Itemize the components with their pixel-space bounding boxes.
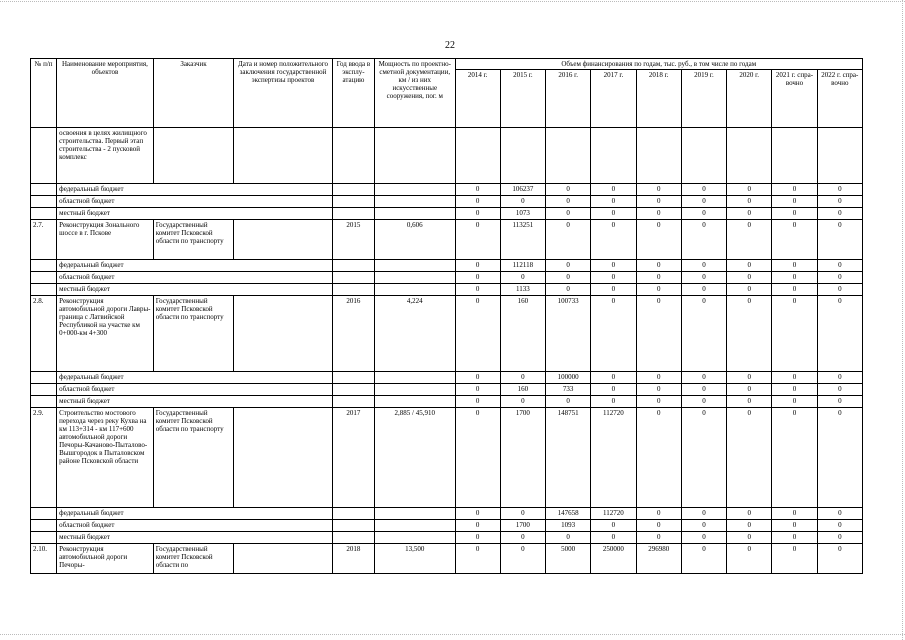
- amount-cell: 160: [500, 384, 545, 396]
- header-no: № п/п: [31, 59, 57, 128]
- amount-cell: 0: [636, 220, 681, 260]
- header-capacity: Мощность по проектно-сметной документации, км / из них искусственные сооружения, пог. м: [375, 59, 455, 128]
- amount-cell: 148751: [546, 408, 591, 508]
- header-year-2018: 2018 г.: [636, 70, 681, 128]
- header-customer: Заказчик: [153, 59, 233, 128]
- commission-year: [332, 372, 374, 384]
- row-number: [31, 532, 57, 544]
- amount-cell: 0: [546, 220, 591, 260]
- object-name: Реконструкция Зонального шоссе в г. Пскове: [57, 220, 154, 260]
- capacity-cell: 4,224: [375, 296, 455, 372]
- budget-label: местный бюджет: [57, 284, 333, 296]
- amount-cell: 0: [772, 384, 817, 396]
- amount-cell: [772, 128, 817, 184]
- capacity-cell: [375, 196, 455, 208]
- amount-cell: 0: [500, 532, 545, 544]
- amount-cell: 0: [455, 184, 500, 196]
- amount-cell: 0: [591, 184, 636, 196]
- commission-year: [332, 284, 374, 296]
- capacity-cell: [375, 532, 455, 544]
- capacity-cell: [375, 396, 455, 408]
- amount-cell: 0: [727, 408, 772, 508]
- amount-cell: [500, 128, 545, 184]
- amount-cell: 100000: [546, 372, 591, 384]
- table-row: [31, 260, 863, 272]
- header-year-2019: 2019 г.: [681, 70, 726, 128]
- commission-year: [332, 520, 374, 532]
- amount-cell: 0: [591, 384, 636, 396]
- page-bottom-edge: [0, 634, 905, 635]
- amount-cell: 0: [772, 196, 817, 208]
- amount-cell: 0: [772, 520, 817, 532]
- commission-year: 2015: [332, 220, 374, 260]
- capacity-cell: [375, 208, 455, 220]
- amount-cell: 0: [636, 384, 681, 396]
- amount-cell: 0: [727, 384, 772, 396]
- row-number: [31, 128, 57, 184]
- amount-cell: 0: [681, 532, 726, 544]
- amount-cell: 0: [681, 184, 726, 196]
- amount-cell: 0: [727, 184, 772, 196]
- financing-table: [30, 58, 863, 574]
- amount-cell: 0: [591, 396, 636, 408]
- amount-cell: 0: [681, 408, 726, 508]
- row-number: [31, 272, 57, 284]
- amount-cell: 0: [681, 508, 726, 520]
- table-row: [31, 508, 863, 520]
- amount-cell: 0: [591, 208, 636, 220]
- amount-cell: 0: [591, 260, 636, 272]
- amount-cell: 0: [727, 396, 772, 408]
- table-row: [31, 196, 863, 208]
- amount-cell: 0: [772, 284, 817, 296]
- expertise-cell: [234, 544, 333, 574]
- capacity-cell: 13,500: [375, 544, 455, 574]
- amount-cell: 0: [591, 284, 636, 296]
- amount-cell: 0: [591, 296, 636, 372]
- amount-cell: 0: [772, 208, 817, 220]
- expertise-cell: [234, 128, 333, 184]
- amount-cell: 0: [727, 508, 772, 520]
- budget-label: местный бюджет: [57, 396, 333, 408]
- amount-cell: 0: [727, 284, 772, 296]
- amount-cell: 0: [636, 184, 681, 196]
- row-number: [31, 396, 57, 408]
- amount-cell: 0: [455, 296, 500, 372]
- amount-cell: 0: [500, 396, 545, 408]
- table-body: [31, 128, 863, 574]
- budget-label: федеральный бюджет: [57, 260, 333, 272]
- table-row: [31, 272, 863, 284]
- amount-cell: 0: [817, 544, 862, 574]
- amount-cell: 0: [817, 372, 862, 384]
- table-row: [31, 372, 863, 384]
- amount-cell: 0: [727, 260, 772, 272]
- amount-cell: 0: [817, 184, 862, 196]
- amount-cell: 113251: [500, 220, 545, 260]
- amount-cell: 0: [727, 208, 772, 220]
- amount-cell: 250000: [591, 544, 636, 574]
- row-number: [31, 508, 57, 520]
- commission-year: [332, 384, 374, 396]
- amount-cell: 0: [727, 532, 772, 544]
- object-name: Строительство мостового перехода через реку Кухва на км 113+314 - км 117+600 автомобильной дороги Печоры-Качаново-Пыталово-Вышгородок в Пыталовском районе Псковской области: [57, 408, 154, 508]
- amount-cell: 0: [591, 196, 636, 208]
- amount-cell: [455, 128, 500, 184]
- row-number: [31, 184, 57, 196]
- amount-cell: 0: [681, 284, 726, 296]
- amount-cell: 0: [500, 272, 545, 284]
- amount-cell: 0: [636, 260, 681, 272]
- table-row: [31, 128, 863, 184]
- budget-label: областной бюджет: [57, 384, 333, 396]
- header-name: Наименование мероприятия, объектов: [57, 59, 154, 128]
- amount-cell: 1093: [546, 520, 591, 532]
- commission-year: [332, 128, 374, 184]
- amount-cell: 0: [500, 196, 545, 208]
- commission-year: [332, 532, 374, 544]
- amount-cell: 1700: [500, 520, 545, 532]
- amount-cell: 0: [455, 544, 500, 574]
- page-number: 22: [445, 40, 455, 51]
- amount-cell: 112118: [500, 260, 545, 272]
- amount-cell: 0: [681, 260, 726, 272]
- row-number: 2.9.: [31, 408, 57, 508]
- amount-cell: 106237: [500, 184, 545, 196]
- amount-cell: 0: [727, 196, 772, 208]
- amount-cell: 0: [455, 408, 500, 508]
- amount-cell: 0: [817, 520, 862, 532]
- capacity-cell: [375, 520, 455, 532]
- amount-cell: 100733: [546, 296, 591, 372]
- commission-year: [332, 260, 374, 272]
- row-number: 2.7.: [31, 220, 57, 260]
- amount-cell: 0: [772, 532, 817, 544]
- header-year: Год ввода в эксплу-атацию: [332, 59, 374, 128]
- amount-cell: 0: [636, 532, 681, 544]
- amount-cell: 0: [772, 184, 817, 196]
- amount-cell: 0: [455, 372, 500, 384]
- budget-label: областной бюджет: [57, 520, 333, 532]
- row-number: [31, 284, 57, 296]
- header-financing: Объем финансирования по годам, тыс. руб., в том числе по годам: [455, 59, 863, 70]
- amount-cell: 0: [727, 296, 772, 372]
- amount-cell: 0: [817, 220, 862, 260]
- row-number: 2.10.: [31, 544, 57, 574]
- amount-cell: 0: [455, 508, 500, 520]
- amount-cell: 0: [772, 508, 817, 520]
- amount-cell: 0: [772, 260, 817, 272]
- table-row: [31, 384, 863, 396]
- object-name: Реконструкция автомобильной дороги Лавры-граница с Латвийской Республикой на участке км 0+000-км 4+300: [57, 296, 154, 372]
- amount-cell: 0: [772, 396, 817, 408]
- amount-cell: 0: [681, 196, 726, 208]
- amount-cell: 0: [817, 208, 862, 220]
- amount-cell: 0: [817, 296, 862, 372]
- amount-cell: 0: [681, 220, 726, 260]
- table-row: [31, 532, 863, 544]
- amount-cell: 0: [591, 520, 636, 532]
- row-number: [31, 520, 57, 532]
- amount-cell: 0: [772, 408, 817, 508]
- amount-cell: 0: [546, 208, 591, 220]
- capacity-cell: [375, 284, 455, 296]
- expertise-cell: [234, 408, 333, 508]
- amount-cell: 0: [817, 508, 862, 520]
- amount-cell: 733: [546, 384, 591, 396]
- header-year-2015: 2015 г.: [500, 70, 545, 128]
- capacity-cell: 2,885 / 45,910: [375, 408, 455, 508]
- amount-cell: 0: [455, 532, 500, 544]
- table-header: [31, 59, 863, 128]
- amount-cell: [546, 128, 591, 184]
- amount-cell: [591, 128, 636, 184]
- amount-cell: 0: [772, 296, 817, 372]
- budget-label: местный бюджет: [57, 532, 333, 544]
- amount-cell: 112720: [591, 508, 636, 520]
- header-year-2021: 2021 г. спра-вочно: [772, 70, 817, 128]
- row-number: 2.8.: [31, 296, 57, 372]
- amount-cell: 0: [546, 284, 591, 296]
- capacity-cell: [375, 372, 455, 384]
- commission-year: [332, 208, 374, 220]
- amount-cell: 0: [636, 284, 681, 296]
- amount-cell: 0: [636, 520, 681, 532]
- amount-cell: 0: [772, 220, 817, 260]
- amount-cell: 0: [455, 208, 500, 220]
- table-row: [31, 284, 863, 296]
- amount-cell: 0: [500, 544, 545, 574]
- table-row: [31, 408, 863, 508]
- header-expertise: Дата и номер положительного заключения государственной экспертизы проектов: [234, 59, 333, 128]
- amount-cell: 0: [455, 520, 500, 532]
- budget-label: федеральный бюджет: [57, 508, 333, 520]
- amount-cell: 0: [455, 272, 500, 284]
- amount-cell: 0: [772, 272, 817, 284]
- amount-cell: 1700: [500, 408, 545, 508]
- header-year-2020: 2020 г.: [727, 70, 772, 128]
- amount-cell: 0: [546, 184, 591, 196]
- amount-cell: 147658: [546, 508, 591, 520]
- amount-cell: 0: [636, 196, 681, 208]
- amount-cell: 0: [636, 372, 681, 384]
- capacity-cell: [375, 184, 455, 196]
- amount-cell: 0: [817, 260, 862, 272]
- object-name: Реконструкция автомобильной дороги Печоры-: [57, 544, 154, 574]
- amount-cell: 0: [591, 372, 636, 384]
- budget-label: областной бюджет: [57, 272, 333, 284]
- capacity-cell: [375, 272, 455, 284]
- amount-cell: 0: [727, 272, 772, 284]
- amount-cell: 0: [636, 208, 681, 220]
- capacity-cell: [375, 384, 455, 396]
- amount-cell: 0: [681, 544, 726, 574]
- table-row: [31, 396, 863, 408]
- commission-year: 2017: [332, 408, 374, 508]
- amount-cell: 0: [727, 520, 772, 532]
- amount-cell: 1133: [500, 284, 545, 296]
- amount-cell: 0: [636, 272, 681, 284]
- amount-cell: 0: [817, 532, 862, 544]
- row-number: [31, 208, 57, 220]
- amount-cell: 0: [591, 220, 636, 260]
- amount-cell: 0: [681, 296, 726, 372]
- commission-year: [332, 184, 374, 196]
- amount-cell: 0: [455, 284, 500, 296]
- capacity-cell: [375, 260, 455, 272]
- capacity-cell: [375, 128, 455, 184]
- amount-cell: 0: [546, 260, 591, 272]
- table-row: [31, 520, 863, 532]
- amount-cell: 0: [681, 372, 726, 384]
- amount-cell: 0: [591, 532, 636, 544]
- budget-label: местный бюджет: [57, 208, 333, 220]
- amount-cell: 0: [455, 384, 500, 396]
- capacity-cell: [375, 508, 455, 520]
- header-year-2017: 2017 г.: [591, 70, 636, 128]
- amount-cell: 0: [546, 272, 591, 284]
- amount-cell: 0: [681, 384, 726, 396]
- amount-cell: 0: [455, 396, 500, 408]
- commission-year: 2018: [332, 544, 374, 574]
- table-row: [31, 544, 863, 574]
- amount-cell: 0: [636, 396, 681, 408]
- amount-cell: 5000: [546, 544, 591, 574]
- amount-cell: 0: [681, 396, 726, 408]
- amount-cell: 0: [817, 196, 862, 208]
- amount-cell: 0: [636, 408, 681, 508]
- amount-cell: 0: [681, 520, 726, 532]
- amount-cell: 0: [681, 208, 726, 220]
- header-year-2016: 2016 г.: [546, 70, 591, 128]
- amount-cell: 0: [772, 372, 817, 384]
- amount-cell: 0: [727, 372, 772, 384]
- amount-cell: 0: [817, 384, 862, 396]
- expertise-cell: [234, 220, 333, 260]
- customer-cell: Государственный комитет Псковской области по транспорту: [153, 408, 233, 508]
- amount-cell: 0: [636, 508, 681, 520]
- commission-year: 2016: [332, 296, 374, 372]
- amount-cell: 0: [817, 408, 862, 508]
- table-row: [31, 208, 863, 220]
- amount-cell: 1073: [500, 208, 545, 220]
- header-year-2022: 2022 г. спра-вочно: [817, 70, 862, 128]
- expertise-cell: [234, 296, 333, 372]
- row-number: [31, 196, 57, 208]
- customer-cell: Государственный комитет Псковской области по транспорту: [153, 296, 233, 372]
- amount-cell: 0: [546, 196, 591, 208]
- commission-year: [332, 396, 374, 408]
- row-number: [31, 260, 57, 272]
- amount-cell: [727, 128, 772, 184]
- amount-cell: 0: [500, 508, 545, 520]
- object-name: освоения в целях жилищного строительства. Первый этап строительства - 2 пусковой комплекс: [57, 128, 154, 184]
- budget-label: федеральный бюджет: [57, 184, 333, 196]
- row-number: [31, 384, 57, 396]
- customer-cell: Государственный комитет Псковской области по: [153, 544, 233, 574]
- commission-year: [332, 196, 374, 208]
- amount-cell: 0: [681, 272, 726, 284]
- amount-cell: 0: [772, 544, 817, 574]
- amount-cell: 0: [727, 220, 772, 260]
- amount-cell: 0: [591, 272, 636, 284]
- table-row: [31, 296, 863, 372]
- customer-cell: [153, 128, 233, 184]
- amount-cell: 296980: [636, 544, 681, 574]
- row-number: [31, 372, 57, 384]
- amount-cell: 0: [500, 372, 545, 384]
- customer-cell: Государственный комитет Псковской области по транспорту: [153, 220, 233, 260]
- amount-cell: 0: [817, 396, 862, 408]
- amount-cell: 160: [500, 296, 545, 372]
- table-row: [31, 220, 863, 260]
- capacity-cell: 0,606: [375, 220, 455, 260]
- amount-cell: [636, 128, 681, 184]
- amount-cell: 0: [546, 396, 591, 408]
- amount-cell: 0: [817, 284, 862, 296]
- commission-year: [332, 272, 374, 284]
- amount-cell: 0: [455, 196, 500, 208]
- amount-cell: 0: [636, 296, 681, 372]
- page-top-edge: [0, 1, 905, 2]
- amount-cell: 0: [455, 220, 500, 260]
- header-year-2014: 2014 г.: [455, 70, 500, 128]
- amount-cell: [817, 128, 862, 184]
- table-row: [31, 184, 863, 196]
- amount-cell: 0: [727, 544, 772, 574]
- commission-year: [332, 508, 374, 520]
- budget-label: областной бюджет: [57, 196, 333, 208]
- page-right-edge: [902, 0, 903, 640]
- amount-cell: [681, 128, 726, 184]
- amount-cell: 0: [817, 272, 862, 284]
- amount-cell: 0: [455, 260, 500, 272]
- budget-label: федеральный бюджет: [57, 372, 333, 384]
- amount-cell: 112720: [591, 408, 636, 508]
- amount-cell: 0: [546, 532, 591, 544]
